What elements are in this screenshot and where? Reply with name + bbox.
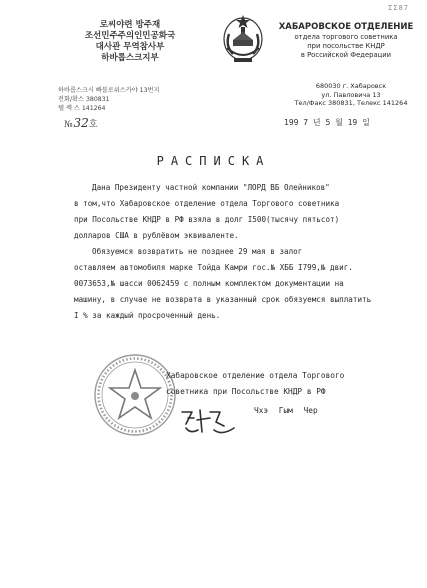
korean-address (50, 86, 210, 113)
body-line: 0073653,№ шасси 0062459 с полным комплектом документации на (74, 279, 344, 288)
reference-suffix: 호 (88, 120, 98, 130)
body-line: в том,что Хабаровское отделение отдела Торгового советника (74, 199, 340, 208)
russian-address-line: 680030 г. Хабаровск (315, 82, 387, 90)
letterhead-russian-line: отдела торгового советника (294, 33, 398, 41)
russian-address (276, 82, 416, 108)
body-line: оставляем автомобиля марке Тойда Камри гос.№ ХББ I799,№ двиг. (74, 263, 353, 272)
signature-org-line: Хабаровское отделение отдела Торгового (166, 371, 345, 380)
korean-address-line: 하바롭스크시 빠블로위스카야 13번지 (58, 87, 160, 94)
reference-value: 32 (73, 116, 89, 130)
letterhead-russian-line: при посольстве КНДР (307, 42, 385, 50)
reference-number (64, 116, 98, 130)
signature-org-line: советника при Посольстве КНДР в РФ (166, 387, 326, 396)
letterhead-russian-title: ХАБАРОВСКОЕ ОТДЕЛЕНИЕ (278, 22, 414, 32)
reference-prefix: № (64, 120, 73, 130)
russian-address-line: ул. Павловича 13 (321, 90, 381, 99)
korean-phone-line: 전화/확스 380831 (58, 96, 110, 103)
body-line: Обязуемся возвратить не позднее 29 мая в залог (92, 247, 303, 256)
receipt-body (74, 180, 394, 324)
letterhead-korean-line: 하바롭스크지부 (101, 53, 159, 63)
signature-block (166, 368, 344, 400)
body-line: Дана Президенту частной компании "ЛОРД ВБ Олейников" (92, 183, 330, 192)
body-line: I % за каждый просроченный день. (74, 311, 221, 320)
korean-telex-line: 텔 렉 스 141264 (58, 105, 106, 112)
letterhead-korean-line: 조선민주주의인민공화국 (84, 31, 176, 41)
body-line: при Посольстве КНДР в РФ взяла в долг I500(тысячу пятьсот) (74, 215, 340, 224)
handwritten-signature-icon (176, 404, 246, 440)
letterhead-korean-line: 로씨야련 방주재 (99, 20, 161, 30)
letterhead-russian (276, 22, 416, 108)
letterhead-korean-line: 대사관 무역참사부 (95, 42, 165, 52)
state-emblem-icon (219, 10, 267, 66)
body-line: долларов США в рублёвом эквиваленте. (74, 231, 239, 240)
letterhead-russian-line: в Российской Федерации (300, 51, 392, 59)
corner-mark: ΣΣ87 (388, 4, 409, 12)
body-line: машину, в случае не возврата в указанный срок обязуемся выплатить (74, 295, 372, 304)
document-date: 199 7 년 5 월 19 일 (284, 118, 370, 127)
russian-phone-line: Тел/Факс 380831, Телекс 141264 (294, 99, 408, 107)
letterhead-korean (50, 20, 210, 113)
document-title: РАСПИСКА (156, 154, 271, 168)
signer-name: Чхэ Гым Чер (254, 406, 318, 415)
